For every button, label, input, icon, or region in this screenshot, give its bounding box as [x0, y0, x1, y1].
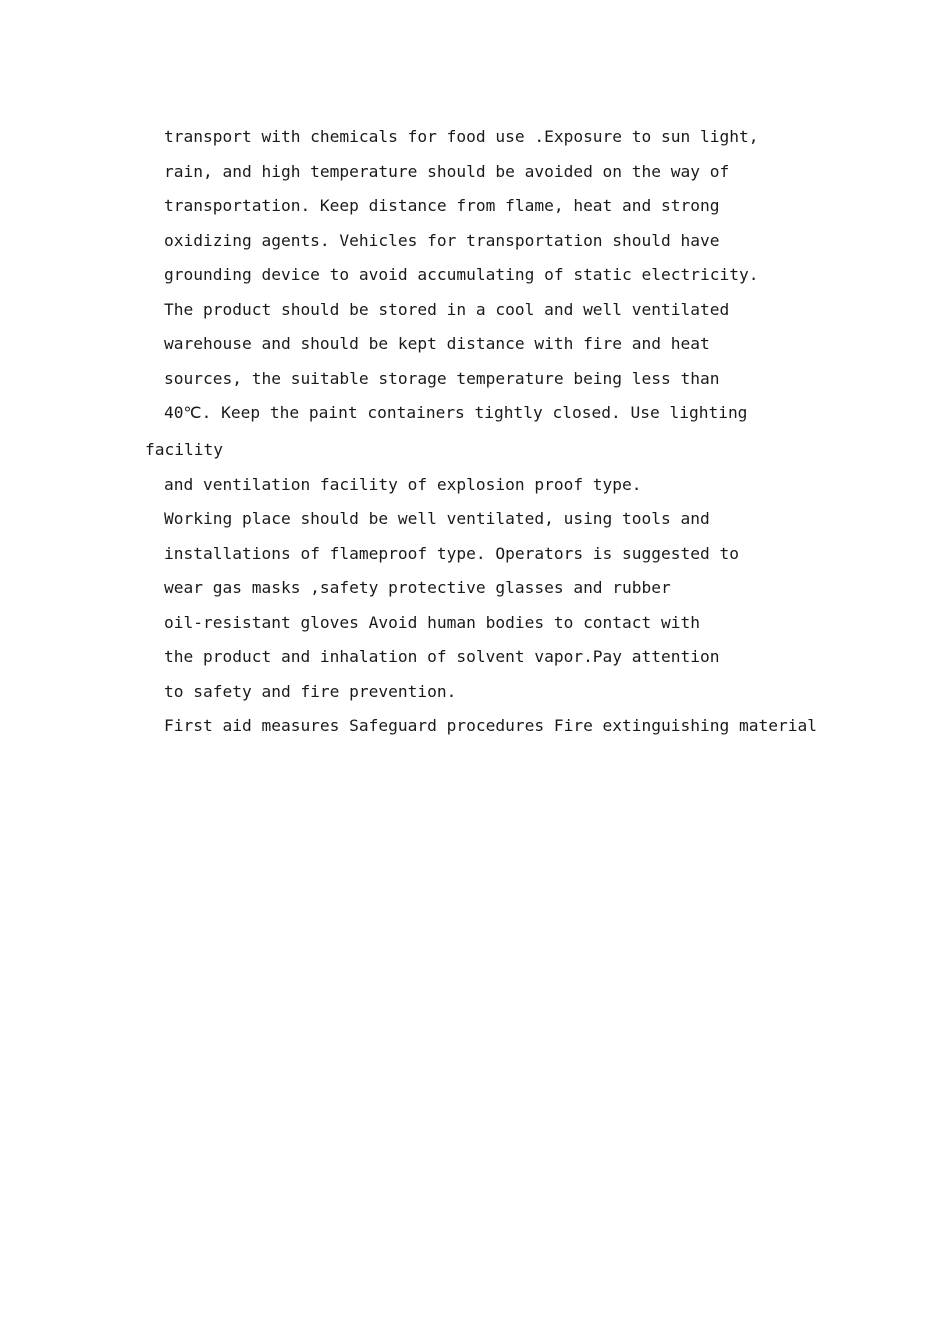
text-line: and ventilation facility of explosion proof type.	[164, 475, 642, 494]
text-line: transport with chemicals for food use .Exposure to sun light,	[164, 127, 759, 146]
text-line: rain, and high temperature should be avoided on the way of	[164, 162, 730, 181]
text-line: wear gas masks ,safety protective glasses and rubber	[164, 578, 671, 597]
text-line: oxidizing agents. Vehicles for transportation should have	[164, 231, 720, 250]
text-line: warehouse and should be kept distance with fire and heat	[164, 334, 710, 353]
text-line: sources, the suitable storage temperature being less than	[164, 369, 720, 388]
text-line: The product should be stored in a cool and well ventilated	[164, 300, 730, 319]
text-line: transportation. Keep distance from flame, heat and strong	[164, 196, 720, 215]
text-line: oil-resistant gloves Avoid human bodies to contact with	[164, 613, 701, 632]
section-heading-line: First aid measures Safeguard procedures Fire extinguishing material	[164, 716, 817, 735]
text-line: grounding device to avoid accumulating of static electricity.	[164, 265, 759, 284]
text-line: to safety and fire prevention.	[164, 682, 457, 701]
text-line: installations of flameproof type. Operators is suggested to	[164, 544, 739, 563]
text-line: facility	[145, 440, 223, 459]
text-line: the product and inhalation of solvent vapor.Pay attention	[164, 647, 720, 666]
text-line: 40℃. Keep the paint containers tightly closed. Use lighting	[164, 403, 748, 422]
text-line: Working place should be well ventilated, using tools and	[164, 509, 710, 528]
